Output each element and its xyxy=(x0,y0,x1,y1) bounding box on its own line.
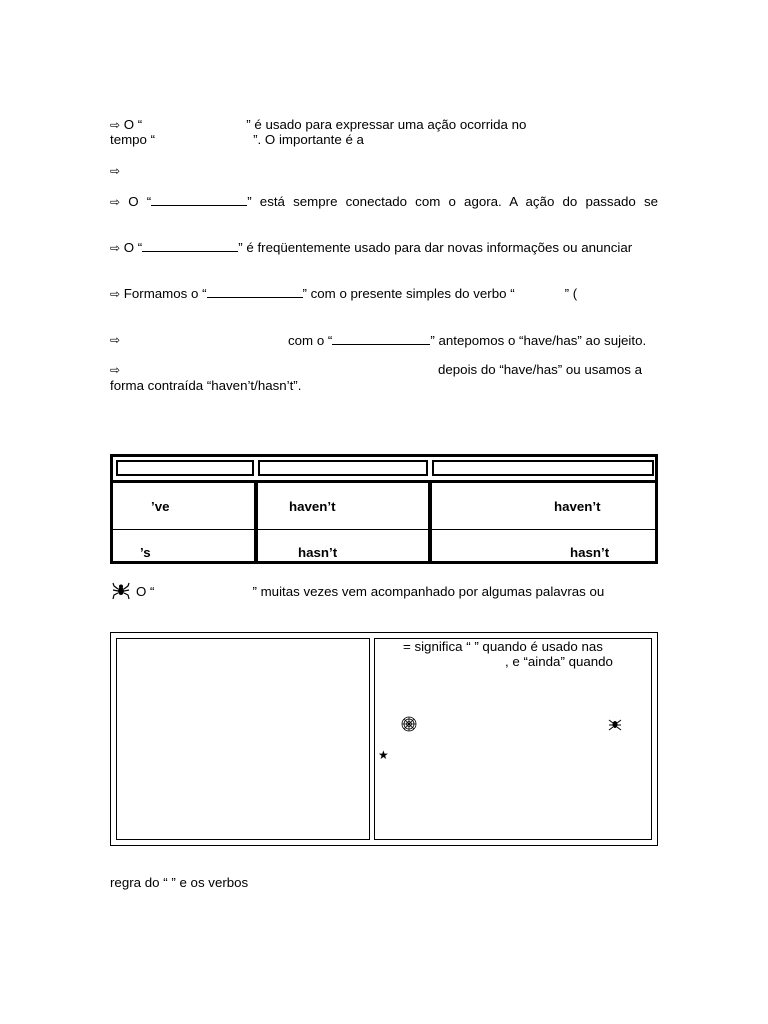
left-panel xyxy=(116,638,370,840)
arrow-icon: ⇨ xyxy=(110,333,121,347)
paragraph-6-arrow xyxy=(110,332,120,348)
table-cell: ’ve xyxy=(151,499,170,514)
p1-text-a: O “ xyxy=(123,117,143,132)
p5-text-b: ” com o presente simples do verbo “ xyxy=(302,286,515,301)
column-divider xyxy=(254,483,258,561)
paragraph-7-arrow xyxy=(110,362,120,378)
paragraph-2 xyxy=(110,163,120,179)
arrow-icon: ⇨ xyxy=(110,287,121,301)
note-text xyxy=(136,584,604,600)
fill-blank xyxy=(151,193,247,206)
table-cell: hasn’t xyxy=(298,545,338,560)
fill-blank xyxy=(207,285,303,298)
table-header-cell xyxy=(432,460,654,476)
p5-text-a: Formamos o “ xyxy=(123,286,207,301)
paragraph-7-line-1 xyxy=(438,362,642,378)
header-divider xyxy=(113,480,655,483)
column-divider xyxy=(428,483,432,561)
row-divider xyxy=(113,529,655,530)
arrow-icon: ⇨ xyxy=(110,164,121,178)
table-cell: haven’t xyxy=(554,499,601,514)
paragraph-1-line-1 xyxy=(110,117,526,133)
footer-text: regra do “ ” e os verbos xyxy=(110,875,249,890)
p4-text-b: ” é freqüentemente usado para dar novas informações ou anunciar xyxy=(238,240,633,255)
note-spider xyxy=(112,582,130,600)
table-header-cell xyxy=(258,460,428,476)
paragraph-7-line-2 xyxy=(110,378,301,394)
p7-text-a: depois do “have/has” ou usamos a xyxy=(438,362,643,377)
star-icon: ★ xyxy=(378,748,389,762)
note-text-b: ” muitas vezes vem acompanhado por algumas palavras ou xyxy=(252,584,605,599)
p1-text-d: ”. O importante é a xyxy=(253,132,364,147)
p6-text-b: ” antepomos o “have/has” ao sujeito. xyxy=(430,333,647,348)
paragraph-6 xyxy=(288,332,646,349)
paragraph-4 xyxy=(110,239,632,256)
p5-text-c: ” ( xyxy=(564,286,578,301)
fill-blank xyxy=(332,332,430,345)
p6-text-a: com o “ xyxy=(288,333,333,348)
table-cell: hasn’t xyxy=(570,545,610,560)
table-header-cell xyxy=(116,460,254,476)
spider-small-icon xyxy=(608,717,622,731)
p1-text-c: tempo “ xyxy=(110,132,156,147)
spiderweb-icon xyxy=(401,716,417,732)
p3-text-b: ” está sempre conectado com o agora. A ação do passado se xyxy=(247,194,658,209)
table-cell: ’s xyxy=(140,545,151,560)
conjugation-table xyxy=(110,454,658,564)
arrow-icon: ⇨ xyxy=(110,241,121,255)
paragraph-5 xyxy=(110,285,577,302)
p1-text-b: ” é usado para expressar uma ação ocorrida no xyxy=(246,117,527,132)
note-text-a: O “ xyxy=(136,584,155,599)
paragraph-3 xyxy=(110,193,658,210)
spider-icon xyxy=(112,582,130,600)
arrow-icon: ⇨ xyxy=(110,118,121,132)
table-cell: haven’t xyxy=(289,499,336,514)
fill-blank xyxy=(142,239,238,252)
arrow-icon: ⇨ xyxy=(110,363,121,377)
paragraph-1-line-2 xyxy=(110,132,364,148)
p4-text-a: O “ xyxy=(123,240,143,255)
p3-text-a: O “ xyxy=(128,194,152,209)
box-line-2: , e “ainda” quando xyxy=(505,654,613,669)
box-line-1: = significa “ ” quando é usado nas xyxy=(403,639,603,654)
p7-text-b: forma contraída “haven’t/hasn’t”. xyxy=(110,378,302,393)
arrow-icon: ⇨ xyxy=(110,195,121,209)
